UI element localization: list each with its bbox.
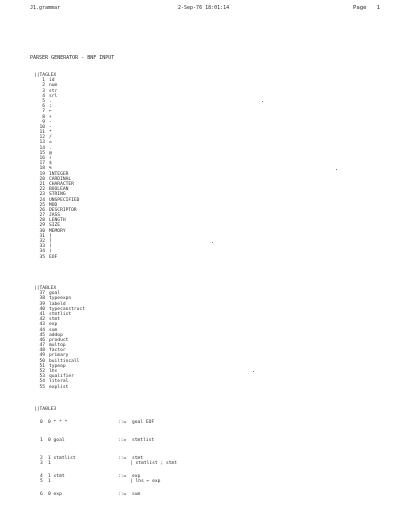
nonterminal-symbol: qualifier [49,374,74,380]
tag-symbol: MOD [49,202,58,208]
production-rhs: stmt [132,456,144,462]
page-label: Page [353,5,367,11]
nonterminal-symbol: stmtlist [49,311,72,317]
tag-symbol: ] [49,239,52,245]
tag-number: 18 [39,166,45,172]
tag-symbol: UNSPECIFIED [49,197,80,203]
tag-number: 5 [42,98,45,104]
nonterminal-number: 47 [39,343,45,349]
tag-number: 19 [39,171,45,177]
tag-symbol: @ [49,150,52,156]
production [34,420,155,438]
tags-list [34,78,79,260]
tag-symbol: [ [49,233,52,239]
nonterminal-symbol: exp [49,322,58,328]
tag-row [34,255,79,260]
nonterminal-symbol: literal [49,379,69,385]
tag-number: 35 [39,254,45,260]
tag-symbol: id [49,78,55,84]
tag-number: 16 [39,156,45,162]
production [34,438,155,456]
nonterminal-number: 54 [39,379,45,385]
nonterminal-symbol: explist [49,384,69,390]
tag-symbol: - [49,119,52,125]
tag-number: 10 [39,124,45,130]
production-alternative: | lhs ← exp [130,479,161,485]
production-number: 0 [40,420,43,426]
nonterminal-number: 42 [39,317,45,323]
nonterminal-number: 50 [39,358,45,364]
production-lhs: 1 [48,479,51,485]
nonterminal-symbol: typeop [49,363,66,369]
production [34,456,178,474]
tag-number: 6 [42,104,45,110]
tag-symbol: STRING [49,192,66,198]
productions-list [34,420,178,510]
nonterminal-symbol: goal [49,291,61,297]
scan-speck [253,371,254,372]
tag-number: 24 [39,197,45,203]
production-number: 1 [40,438,43,444]
tag-symbol: str [49,88,58,94]
production [34,492,141,510]
tag-number: 7 [42,109,45,115]
production-lhs: 1 stmt [48,474,65,480]
production-operator: ::= [118,474,127,480]
tag-number: 15 [39,150,45,156]
production-rhs: goal EOF [132,420,155,426]
tag-number: 22 [39,187,45,193]
nonterminal-number: 43 [39,322,45,328]
nonterminal-symbol: addop [49,332,63,338]
nonterminal-symbol: labeld [49,301,66,307]
tag-number: 3 [42,88,45,94]
tag-symbol: = [49,140,52,146]
tag-number: 21 [39,181,45,187]
nonterminal-number: 40 [39,306,45,312]
tag-number: 30 [39,228,45,234]
production-alternative: | stmtlist ; stmt [130,461,178,467]
production-rhs: stmtlist [132,438,155,444]
production-number: 6 [40,492,43,498]
tag-symbol: * [49,130,52,136]
page-number: 1 [376,5,380,11]
production-number: 5 [40,479,43,485]
tag-number: 8 [42,114,45,120]
production-number: 4 [40,474,43,480]
tag-symbol: num [49,83,58,89]
scan-speck [212,242,213,243]
production-number: 3 [40,461,43,467]
nonterminal-row [34,385,85,390]
production-lhs: 0 goal [48,438,65,444]
tag-number: 4 [42,93,45,99]
tag-symbol: . [49,98,52,104]
tag-symbol: - [49,124,52,130]
scan-speck [262,101,263,102]
tag-number: 17 [39,161,45,167]
document-title: PARSER GENERATOR - BNF INPUT [30,55,115,61]
nonterminal-symbol: factor [49,348,66,354]
nonterminal-number: 38 [39,296,45,302]
nonterminal-number: 51 [39,363,45,369]
file-name: J1.grammar [30,5,61,11]
tag-symbol: . [49,145,52,151]
tag-symbol: ↑ [49,156,52,162]
productions-heading: ||TABLE3 [34,407,57,412]
nonterminal-number: 53 [39,374,45,380]
nonterminal-number: 55 [39,384,45,390]
nonterminal-number: 37 [39,291,45,297]
nonterminal-symbol: sum [49,327,58,333]
tag-symbol: $ [49,161,52,167]
tag-symbol: % [49,166,52,172]
page-header [30,6,380,14]
tag-symbol: / [49,135,52,141]
nonterminal-symbol: builtincall [49,358,80,364]
tag-number: 25 [39,202,45,208]
tag-number: 20 [39,176,45,182]
tag-symbol: INTEGER [49,171,69,177]
rules-list [34,291,85,390]
production-operator: ::= [118,438,127,444]
tags-heading: ||TAGLEX [34,73,57,78]
nonterminal-number: 48 [39,348,45,354]
tag-number: 26 [39,207,45,213]
nonterminal-number: 52 [39,369,45,375]
nonterminal-number: 45 [39,332,45,338]
nonterminal-symbol: stmt [49,317,61,323]
nonterminal-symbol: product [49,337,69,343]
tag-number: 31 [39,233,45,239]
tag-number: 14 [39,145,45,151]
tag-number: 23 [39,192,45,198]
nonterminal-symbol: multop [49,343,66,349]
scan-speck [336,169,337,170]
tag-symbol: ; [49,104,52,110]
rules-heading: ||TABLEX [34,286,57,291]
tag-number: 1 [42,78,45,84]
nonterminal-symbol: typecanstruct [49,306,85,312]
tag-symbol: srl [49,93,58,99]
tag-number: 13 [39,140,45,146]
tags-section [34,73,79,260]
production-rhs: sum [132,492,141,498]
tag-symbol: ( [49,244,52,250]
nonterminal-number: 41 [39,311,45,317]
tag-number: 32 [39,239,45,245]
tag-number: 29 [39,223,45,229]
nonterminal-symbol: typeexpn [49,296,72,302]
tag-symbol: CARDINAL [49,176,72,182]
page-indicator [353,6,380,11]
nonterminal-symbol: primary [49,353,69,359]
production-number: 2 [40,456,43,462]
production-operator: ::= [118,420,127,426]
nonterminal-symbol: lhs [49,369,58,375]
tag-symbol: + [49,114,52,120]
tag-number: 12 [39,135,45,141]
production-rhs: exp [132,474,141,480]
production-operator: ::= [118,456,127,462]
nonterminal-number: 46 [39,337,45,343]
tag-symbol: CHARACTER [49,181,74,187]
tag-number: 2 [42,83,45,89]
tag-symbol: JASS [49,213,61,219]
productions-section [34,407,178,510]
nonterminal-number: 44 [39,327,45,333]
production-lhs: 0 exp [48,492,62,498]
tag-symbol: ) [49,249,52,255]
tag-symbol: MEMORY [49,228,66,234]
print-date: 2-Sep-76 18:01:14 [178,5,230,11]
production-lhs: 0 * * * [48,420,68,426]
nonterminal-number: 39 [39,301,45,307]
tag-symbol: EOF [49,254,58,260]
tag-symbol: SIZE [49,223,61,229]
tag-number: 9 [42,119,45,125]
production [34,474,161,492]
tag-symbol: LENGTH [49,218,66,224]
tag-symbol: ← [49,109,52,115]
rules-section [34,286,85,390]
production-operator: ::= [118,492,127,498]
tag-symbol: DESCRIPTOR [49,207,77,213]
nonterminal-number: 49 [39,353,45,359]
production-lhs: 1 stmtlist [48,456,76,462]
tag-symbol: BOOLEAN [49,187,69,193]
tag-number: 33 [39,244,45,250]
tag-number: 11 [39,130,45,136]
production-lhs: 1 [48,461,51,467]
tag-number: 28 [39,218,45,224]
tag-number: 34 [39,249,45,255]
tag-number: 27 [39,213,45,219]
